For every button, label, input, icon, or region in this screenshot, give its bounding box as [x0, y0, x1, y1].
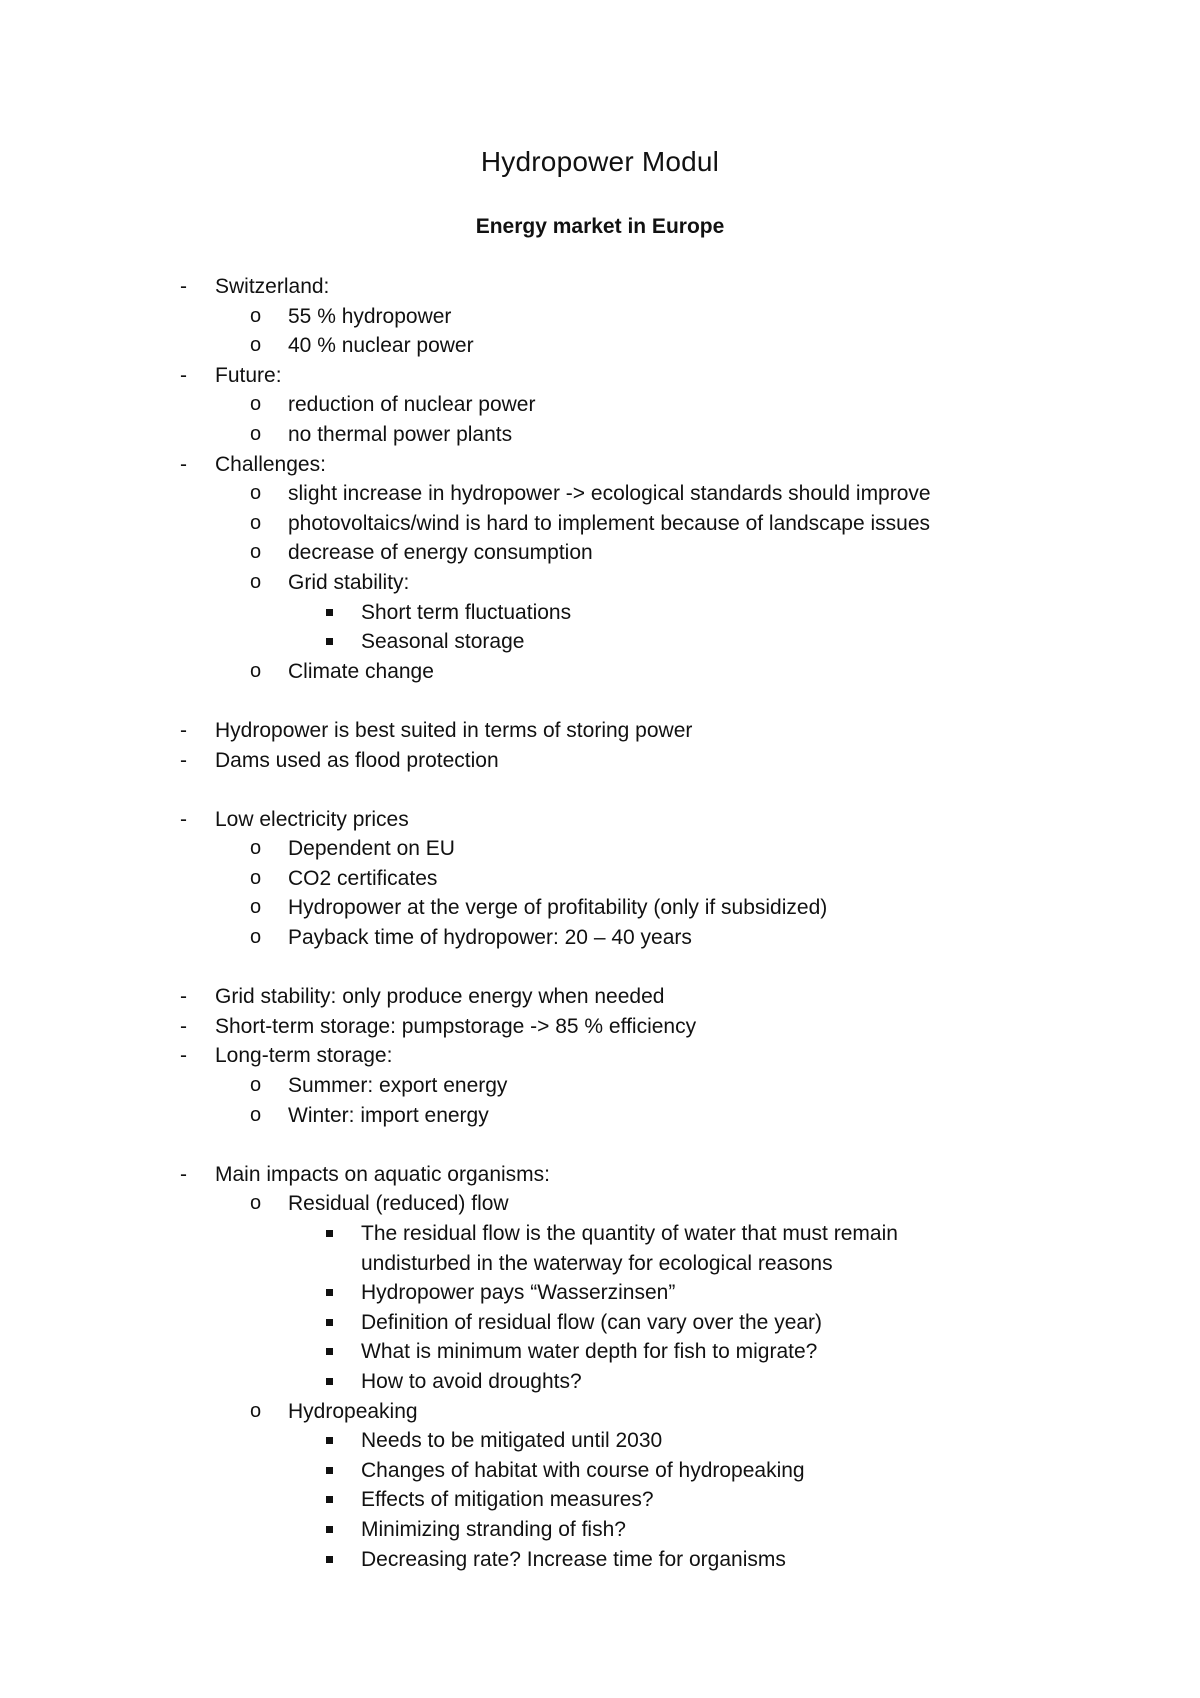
list-item-text: Short-term storage: pumpstorage -> 85 % efficiency: [215, 1014, 697, 1038]
circle-bullet-icon: o: [250, 837, 262, 860]
list-item-text: Grid stability: only produce energy when needed: [215, 985, 665, 1009]
list-item-text: Switzerland:: [215, 275, 330, 298]
list-item-text: Short term fluctuations: [361, 600, 572, 624]
list-item: [0, 479, 1200, 509]
list-item: [0, 1426, 1200, 1456]
list-item: [0, 982, 1200, 1012]
list-item-text: decrease of energy consumption: [288, 541, 593, 565]
page-title: Hydropower Modul: [480, 146, 720, 177]
list-item: [0, 716, 1200, 746]
list-item-text: no thermal power plants: [288, 422, 513, 446]
list-item-text: Long-term storage:: [215, 1044, 393, 1068]
blank-line: [0, 953, 1200, 983]
list-item-text: Hydropower pays “Wasserzinsen”: [361, 1281, 676, 1305]
list-item-text: Seasonal storage: [361, 630, 525, 654]
list-item-text: undisturbed in the waterway for ecological reasons: [361, 1251, 833, 1275]
blank-line: [0, 686, 1200, 716]
list-item-text: Hydropower is best suited in terms of storing power: [215, 718, 693, 742]
list-item-text: 40 % nuclear power: [288, 334, 474, 358]
list-item: [0, 864, 1200, 894]
list-item-text: Payback time of hydropower: 20 – 40 years: [288, 926, 692, 950]
list-item-text: Changes of habitat with course of hydropeaking: [361, 1458, 805, 1482]
circle-bullet-icon: o: [250, 926, 262, 949]
list-item: [0, 361, 1200, 391]
list-item-text: CO2 certificates: [288, 866, 438, 890]
list-item: [0, 272, 1200, 302]
list-item: [0, 657, 1200, 687]
list-item: [0, 420, 1200, 450]
list-item: [0, 1041, 1200, 1071]
list-item: [0, 1278, 1200, 1308]
list-item-text: Challenges:: [215, 452, 326, 476]
list-item: [0, 598, 1200, 628]
list-item-text: Winter: import energy: [288, 1103, 489, 1127]
circle-bullet-icon: o: [250, 570, 262, 593]
blank-line: [0, 1130, 1200, 1160]
dash-bullet-icon: -: [180, 985, 187, 1009]
list-item: [0, 923, 1200, 953]
list-item-text: Dams used as flood protection: [215, 748, 499, 772]
list-item: [0, 834, 1200, 864]
circle-bullet-icon: o: [250, 334, 262, 357]
list-item: [0, 1101, 1200, 1131]
circle-bullet-icon: o: [250, 1399, 262, 1422]
list-item-text: Main impacts on aquatic organisms:: [215, 1162, 550, 1186]
list-item-text: Dependent on EU: [288, 837, 455, 861]
circle-bullet-icon: o: [250, 659, 262, 682]
list-item: [0, 1485, 1200, 1515]
list-item-text: reduction of nuclear power: [288, 393, 536, 417]
list-item: [0, 805, 1200, 835]
list-item: [0, 1249, 1200, 1279]
list-item: [0, 1367, 1200, 1397]
circle-bullet-icon: o: [250, 511, 262, 534]
circle-bullet-icon: o: [250, 422, 262, 445]
list-item: [0, 331, 1200, 361]
list-item-text: Low electricity prices: [215, 807, 409, 831]
dash-bullet-icon: -: [180, 718, 187, 742]
dash-bullet-icon: -: [180, 1014, 187, 1038]
list-item-text: Definition of residual flow (can vary over the year): [361, 1310, 823, 1334]
list-item-text: How to avoid droughts?: [361, 1369, 582, 1393]
circle-bullet-icon: o: [250, 896, 262, 919]
list-item: [0, 1456, 1200, 1486]
list-item: [0, 1189, 1200, 1219]
list-item-text: Future:: [215, 363, 282, 387]
section-heading: Energy market in Europe: [475, 215, 725, 238]
list-item-text: Decreasing rate? Increase time for organisms: [361, 1547, 786, 1571]
list-item: [0, 568, 1200, 598]
list-item: [0, 1012, 1200, 1042]
bullet-list: [0, 272, 1200, 1574]
dash-bullet-icon: -: [180, 1044, 187, 1068]
blank-line: [0, 775, 1200, 805]
list-item: [0, 1397, 1200, 1427]
dash-bullet-icon: -: [180, 807, 187, 831]
circle-bullet-icon: o: [250, 541, 262, 564]
list-item: [0, 1071, 1200, 1101]
dash-bullet-icon: -: [180, 452, 187, 476]
list-item-text: Hydropeaking: [288, 1399, 418, 1423]
list-item-text: Residual (reduced) flow: [288, 1192, 509, 1216]
dash-bullet-icon: -: [180, 748, 187, 772]
list-item: [0, 1219, 1200, 1249]
list-item: [0, 390, 1200, 420]
list-item-text: photovoltaics/wind is hard to implement because of landscape issues: [288, 511, 931, 535]
list-item-text: What is minimum water depth for fish to migrate?: [361, 1340, 818, 1364]
list-item-text: Hydropower at the verge of profitability (only if subsidized): [288, 896, 828, 920]
list-item: [0, 1545, 1200, 1575]
list-item-text: Minimizing stranding of fish?: [361, 1517, 626, 1541]
dash-bullet-icon: -: [180, 275, 187, 298]
circle-bullet-icon: o: [250, 304, 262, 327]
list-item-text: The residual flow is the quantity of water that must remain: [361, 1222, 898, 1245]
dash-bullet-icon: -: [180, 1162, 187, 1186]
list-item: [0, 1308, 1200, 1338]
list-item-text: slight increase in hydropower -> ecological standards should improve: [288, 482, 931, 506]
list-item: [0, 509, 1200, 539]
dash-bullet-icon: -: [180, 363, 187, 387]
circle-bullet-icon: o: [250, 393, 262, 416]
list-item-text: Summer: export energy: [288, 1074, 508, 1098]
list-item: [0, 302, 1200, 332]
list-item-text: Grid stability:: [288, 570, 410, 594]
list-item: [0, 627, 1200, 657]
circle-bullet-icon: o: [250, 1103, 262, 1126]
list-item: [0, 538, 1200, 568]
list-item: [0, 746, 1200, 776]
list-item-text: Needs to be mitigated until 2030: [361, 1429, 663, 1453]
list-item-text: Climate change: [288, 659, 434, 683]
list-item: [0, 893, 1200, 923]
circle-bullet-icon: o: [250, 866, 262, 889]
list-item: [0, 1160, 1200, 1190]
list-item: [0, 1515, 1200, 1545]
list-item-text: Effects of mitigation measures?: [361, 1488, 654, 1512]
circle-bullet-icon: o: [250, 482, 262, 505]
circle-bullet-icon: o: [250, 1192, 262, 1215]
circle-bullet-icon: o: [250, 1074, 262, 1097]
list-item: [0, 1337, 1200, 1367]
list-item-text: 55 % hydropower: [288, 304, 452, 328]
list-item: [0, 450, 1200, 480]
